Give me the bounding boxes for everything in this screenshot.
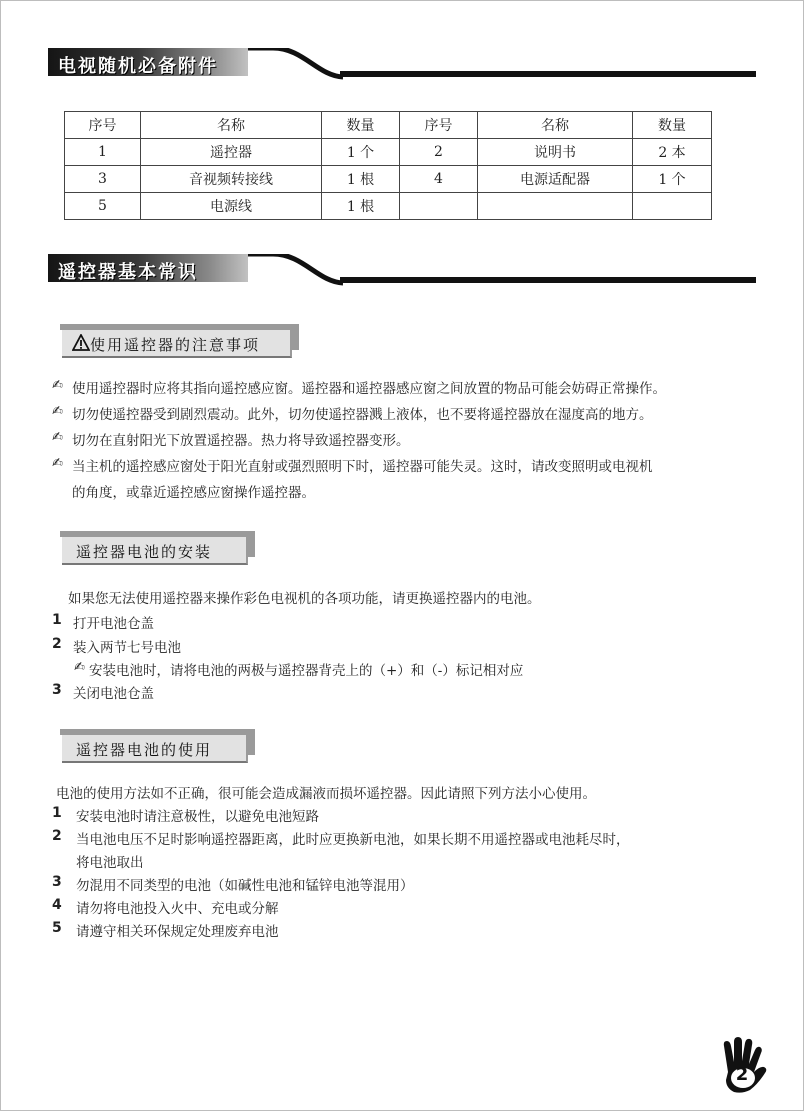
table-cell: 2 本	[633, 139, 712, 166]
step-text: 当电池电压不足时影响遥控器距离，此时应更换新电池，如果长期不用遥控器或电池耗尽时，	[76, 832, 630, 848]
table-cell: 3	[65, 166, 141, 193]
table-cell: 4	[400, 166, 478, 193]
subheading-battery-use	[62, 735, 248, 763]
banner-swoosh	[248, 254, 348, 288]
table-header-cell: 名称	[478, 112, 633, 139]
step-text-continued: 将电池取出	[76, 855, 144, 871]
section-banner-remote-basics	[48, 254, 756, 288]
table-cell: 1 个	[633, 166, 712, 193]
step-number: 2	[52, 828, 62, 844]
table-header-cell: 数量	[633, 112, 712, 139]
table-cell	[478, 193, 633, 220]
step-number: 3	[52, 874, 62, 890]
step-number: 4	[52, 897, 62, 913]
subheading-label: 遥控器电池的使用	[76, 741, 213, 759]
pen-note-icon: ✍	[52, 430, 63, 445]
step-text: 请勿将电池投入火中、充电或分解	[76, 901, 279, 917]
step-text: 打开电池仓盖	[73, 616, 154, 632]
table-header-row	[65, 112, 712, 139]
table-cell: 说明书	[478, 139, 633, 166]
table-row	[65, 193, 712, 220]
step-text: 关闭电池仓盖	[73, 686, 154, 702]
precaution-item: 当主机的遥控感应窗处于阳光直射或强烈照明下时，遥控器可能失灵。这时，请改变照明或电视机	[72, 459, 653, 475]
step-text: 勿混用不同类型的电池（如碱性电池和锰锌电池等混用）	[76, 878, 414, 894]
table-cell: 1 根	[322, 193, 400, 220]
battery-install-intro: 如果您无法使用遥控器来操作彩色电视机的各项功能，请更换遥控器内的电池。	[68, 591, 541, 607]
table-cell: 1 根	[322, 166, 400, 193]
precaution-item: 使用遥控器时应将其指向遥控感应窗。遥控器和遥控器感应窗之间放置的物品可能会妨碍正常操作。	[72, 381, 666, 397]
step-number: 3	[52, 682, 62, 698]
table-cell: 1 个	[322, 139, 400, 166]
section-banner-accessories	[48, 48, 756, 82]
step-number: 1	[52, 805, 62, 821]
precaution-item-continued: 的角度，或靠近遥控感应窗操作遥控器。	[72, 485, 315, 501]
table-cell	[400, 193, 478, 220]
pen-note-icon: ✍	[52, 378, 63, 393]
step-number: 1	[52, 612, 62, 628]
pen-note-icon: ✍	[52, 456, 63, 471]
subheading-battery-install	[62, 537, 248, 565]
page-number: 2	[735, 1064, 749, 1085]
table-cell	[633, 193, 712, 220]
precaution-item: 切勿在直射阳光下放置遥控器。热力将导致遥控器变形。	[72, 433, 410, 449]
table-cell: 遥控器	[141, 139, 322, 166]
section-title-accessories: 电视随机必备附件	[58, 56, 218, 77]
table-row	[65, 139, 712, 166]
table-header-cell: 序号	[65, 112, 141, 139]
step-text: 请遵守相关环保规定处理废弃电池	[76, 924, 279, 940]
table-cell: 电源线	[141, 193, 322, 220]
table-header-cell: 数量	[322, 112, 400, 139]
subheading-precautions	[62, 330, 292, 358]
table-header-cell: 名称	[141, 112, 322, 139]
table-cell: 1	[65, 139, 141, 166]
step-text: 安装电池时请注意极性，以避免电池短路	[76, 809, 319, 825]
step-text: 装入两节七号电池	[73, 640, 181, 656]
warning-icon	[72, 334, 90, 351]
subheading-label: 使用遥控器的注意事项	[90, 336, 261, 354]
accessories-table	[64, 111, 712, 220]
table-cell: 音视频转接线	[141, 166, 322, 193]
step-number: 2	[52, 636, 62, 652]
table-cell: 5	[65, 193, 141, 220]
banner-swoosh	[248, 48, 348, 82]
precaution-item: 切勿使遥控器受到剧烈震动。此外，切勿使遥控器溅上液体，也不要将遥控器放在湿度高的地方。	[72, 407, 653, 423]
pen-note-icon: ✍	[74, 660, 85, 675]
step-number: 5	[52, 920, 62, 936]
battery-use-intro: 电池的使用方法如不正确，很可能会造成漏液而损坏遥控器。因此请照下列方法小心使用。	[56, 786, 596, 802]
table-cell: 电源适配器	[478, 166, 633, 193]
table-cell: 2	[400, 139, 478, 166]
table-header-cell: 序号	[400, 112, 478, 139]
pen-note-icon: ✍	[52, 404, 63, 419]
section-title-remote-basics: 遥控器基本常识	[58, 262, 198, 283]
table-row	[65, 166, 712, 193]
battery-polarity-note: 安装电池时，请将电池的两极与遥控器背壳上的（+）和（-）标记相对应	[89, 663, 524, 679]
subheading-label: 遥控器电池的安装	[76, 543, 213, 561]
